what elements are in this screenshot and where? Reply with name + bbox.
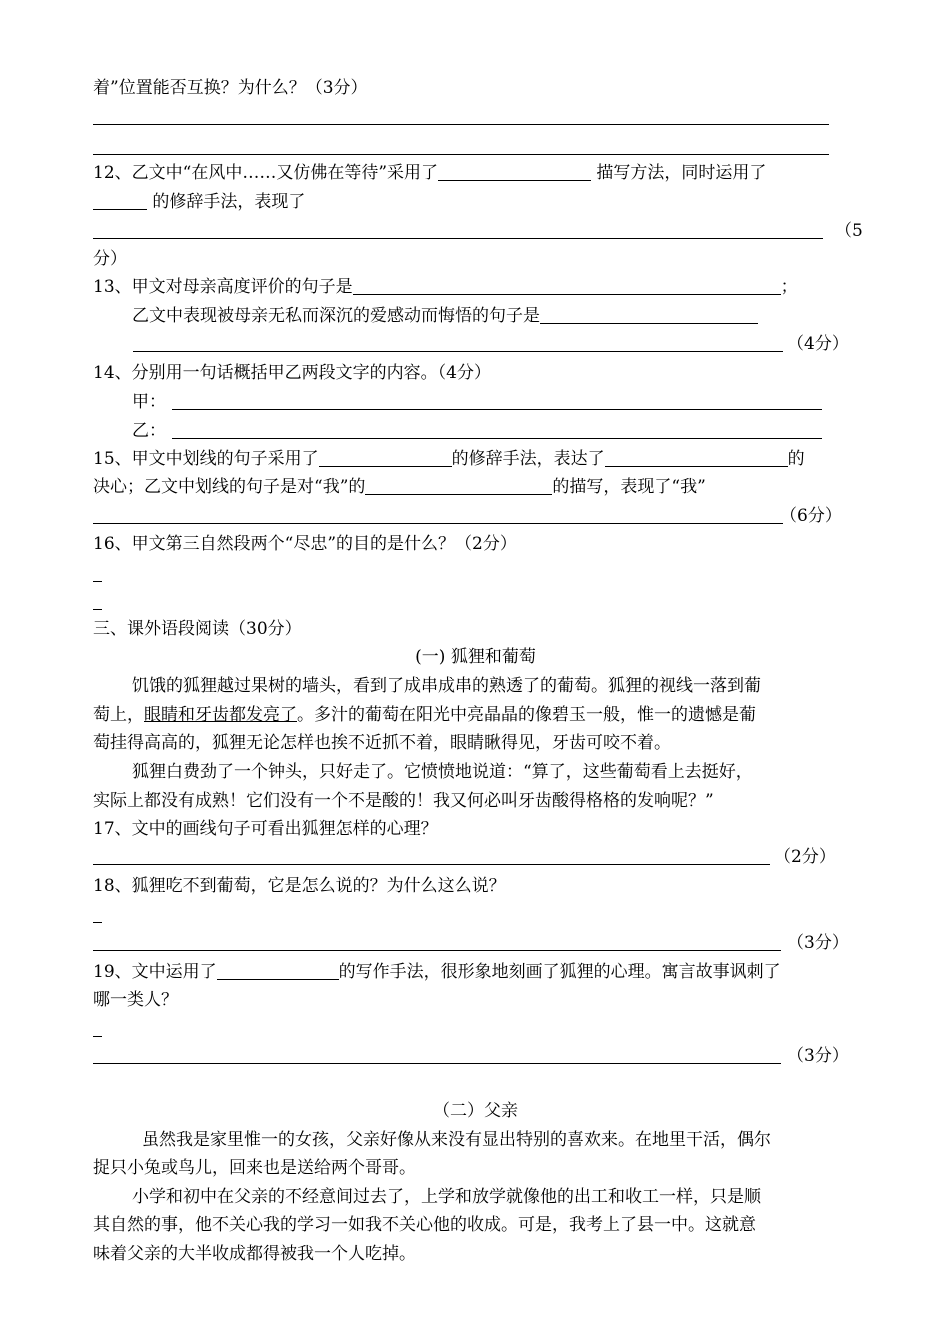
- q11-answer-line-1[interactable]: [93, 124, 829, 125]
- q12-score-b: 分）: [93, 249, 127, 269]
- q18-score: （3分）: [787, 933, 849, 953]
- q15-blank-3[interactable]: [365, 476, 552, 495]
- q19-answer-line[interactable]: [93, 1063, 781, 1064]
- q13-score: （4分）: [787, 334, 849, 354]
- q15-text-d: 决心；乙文中划线的句子是对“我”的: [93, 477, 366, 497]
- q15-text-b: 的修辞手法，表达了: [451, 449, 605, 469]
- passage-1-underlined-sentence: 眼睛和牙齿都发亮了: [144, 705, 297, 725]
- q12-blank-rhetoric[interactable]: [93, 191, 147, 210]
- q16-prompt: 16、甲文第三自然段两个“尽忠”的目的是什么？（2分）: [93, 534, 517, 554]
- passage-2-p2-line-2: 其自然的事，他不关心我的学习一如我不关心他的收成。可是，我考上了县一中。这就意: [93, 1215, 756, 1235]
- section-3-title: 三、课外语段阅读（30分）: [93, 619, 302, 639]
- q12-line-1: [93, 159, 858, 187]
- q15-blank-2[interactable]: [605, 448, 788, 467]
- q17-answer-line[interactable]: [93, 864, 770, 865]
- q13-text-a: 13、甲文对母亲高度评价的句子是: [93, 277, 353, 297]
- q13-line-2: [132, 302, 858, 330]
- q12-text-b: 描写方法，同时运用了: [591, 163, 767, 183]
- q13-line-1: [93, 273, 858, 301]
- q19-answer-mark[interactable]: [93, 1036, 102, 1037]
- passage-2-p1-line-1: 虽然我是家里惟一的女孩，父亲好像从来没有显出特别的喜欢来。在地里干活，偶尔: [142, 1130, 771, 1150]
- q13-semicolon: ；: [780, 277, 798, 297]
- q15-score: （6分）: [780, 506, 842, 526]
- q17-score: （2分）: [774, 847, 836, 867]
- q15-text-a: 15、甲文中划线的句子采用了: [93, 449, 319, 469]
- passage-1-p1-line-1: 饥饿的狐狸越过果树的墙头，看到了成串成串的熟透了的葡萄。狐狸的视线一落到葡: [132, 676, 761, 696]
- q15-text-c: 的: [787, 449, 805, 469]
- passage-2-p2-line-1: 小学和初中在父亲的不经意间过去了，上学和放学就像他的出工和收工一样，只是顺: [132, 1187, 761, 1207]
- q17-prompt: 17、文中的画线句子可看出狐狸怎样的心理？: [93, 819, 438, 839]
- q14-yi-line[interactable]: [172, 438, 822, 439]
- q15-line-1: [93, 445, 858, 473]
- q19-score: （3分）: [787, 1046, 849, 1066]
- q18-prompt: 18、狐狸吃不到葡萄，它是怎么说的？为什么这么说？: [93, 876, 506, 896]
- q13-blank-2[interactable]: [540, 305, 758, 324]
- q18-answer-mark[interactable]: [93, 922, 102, 923]
- q12-text-c: 的修辞手法，表现了: [147, 192, 306, 212]
- q11-tail: 着”位置能否互换？为什么？（3分）: [93, 78, 368, 98]
- q11-answer-line-2[interactable]: [93, 154, 829, 155]
- q16-answer-mark-2[interactable]: [93, 609, 102, 610]
- passage-1-p1-line-2: [93, 701, 858, 729]
- passage-1-p2-line-1: 狐狸白费劲了一个钟头，只好走了。它愤愤地说道：“算了，这些葡萄看上去挺好，: [132, 762, 753, 782]
- q12-text-a: 12、乙文中“在风中……又仿佛在等待”采用了: [93, 163, 439, 183]
- q19-blank[interactable]: [217, 961, 339, 980]
- q19-text-a: 19、文中运用了: [93, 962, 217, 982]
- passage-1-title: (一) 狐狸和葡萄: [415, 647, 536, 667]
- q15-line-2: [93, 473, 858, 501]
- q15-text-e: 的描写，表现了“我”: [552, 477, 706, 497]
- q14-jia-line[interactable]: [172, 409, 822, 410]
- passage-2-p1-line-2: 捉只小兔或鸟儿，回来也是送给两个哥哥。: [93, 1158, 416, 1178]
- q15-answer-line[interactable]: [93, 523, 783, 524]
- passage-1-text: 。多汁的葡萄在阳光中亮晶晶的像碧玉一般，惟一的遗憾是葡: [297, 705, 756, 725]
- q12-score-a: （5: [835, 221, 863, 241]
- passage-1-text: 萄上，: [93, 705, 144, 725]
- q14-jia-label: 甲：: [132, 392, 166, 412]
- q19-text-b: 的写作手法，很形象地刻画了狐狸的心理。寓言故事讽刺了: [338, 962, 781, 982]
- q13-blank-1[interactable]: [353, 276, 781, 295]
- q16-answer-mark-1[interactable]: [93, 581, 102, 582]
- q14-yi-label: 乙：: [132, 421, 166, 441]
- passage-2-p2-line-3: 味着父亲的大半收成都得被我一个人吃掉。: [93, 1244, 416, 1264]
- q18-answer-line[interactable]: [93, 950, 781, 951]
- q14-prompt: 14、分别用一句话概括甲乙两段文字的内容。（4分）: [93, 363, 491, 383]
- q13-text-b: 乙文中表现被母亲无私而深沉的爱感动而悔悟的句子是: [132, 306, 540, 326]
- q12-blank-method[interactable]: [438, 162, 591, 181]
- passage-1-p1-line-3: 萄挂得高高的，狐狸无论怎样也挨不近抓不着，眼睛瞅得见，牙齿可咬不着。: [93, 733, 671, 753]
- q12-line-2: [93, 188, 858, 216]
- q15-blank-1[interactable]: [319, 448, 452, 467]
- q12-answer-line[interactable]: [93, 238, 823, 239]
- q19-line-1: [93, 958, 858, 986]
- q19-line-2: 哪一类人？: [93, 990, 178, 1010]
- q13-answer-line[interactable]: [133, 351, 783, 352]
- passage-2-title: （二）父亲: [433, 1101, 518, 1121]
- passage-1-p2-line-2: 实际上都没有成熟！它们没有一个不是酸的！我又何必叫牙齿酸得格格的发响呢？”: [93, 791, 714, 811]
